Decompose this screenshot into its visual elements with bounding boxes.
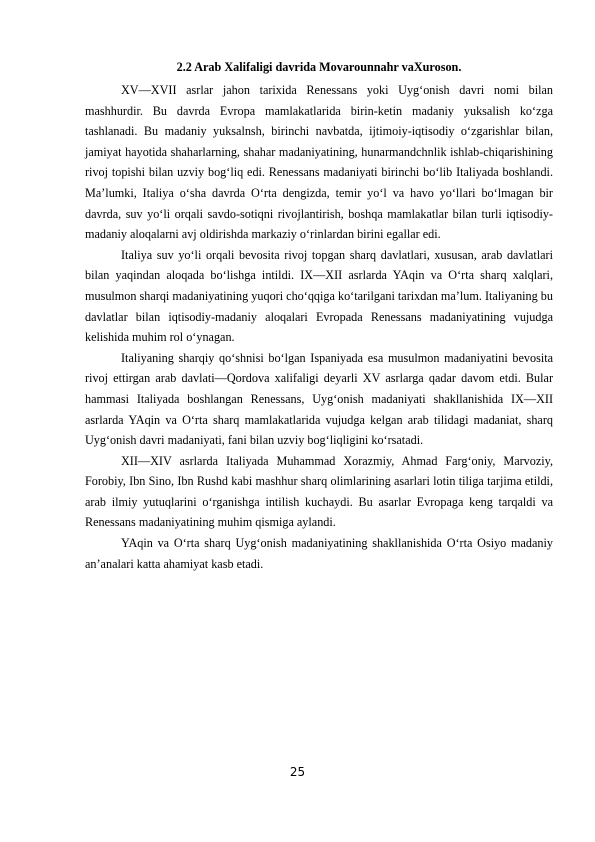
paragraph-1: XV—XVII asrlar jahon tarixida Renessans yoki Uyg‘onish davri nomi bilan mashhurdir. Bu davrda Evropa mamlakatlarida birin-ketin madaniy yuksalish ko‘zga tashlanadi. Bu madaniy yuksalnsh, birinchi navbatda, ijtimoiy-iqtisodiy o‘zgarishlar bilan, jamiyat hayotida shaharlarning, shahar madaniyatining, hunarmandchnlik ishlab-chiqarishining rivoj topishi bilan uzviy bog‘liq edi. Renessans madaniyati birinchi bo‘lib Italiyada boshlandi. Ma’lumki, Italiya o‘sha davrda O‘rta dengizda, temir yo‘l va havo yo‘llari bo‘lmagan bir davrda, suv yo‘li orqali savdo-sotiqni rivojlantirish, boshqa mamlakatlar bilan turli iqtisodiy-madaniy aloqalarni avj oldirishda markaziy o‘rinlardan birini egallar edi. bbox=[85, 83, 553, 242]
section-heading: 2.2 Arab Xalifaligi davrida Movarounnahr vaXuroson. bbox=[176, 60, 462, 74]
page-number: 25 bbox=[289, 765, 306, 779]
paragraph-3: Italiyaning sharqiy qo‘shnisi bo‘lgan Ispaniyada esa musulmon madaniyatini bevosita rivoj ettirgan arab davlati—Qordova xalifaligi deyarli XV asrlarga qadar davom etdi. Bular hammasi Italiyada boshlangan Renessans, Uyg‘onish madaniyati shakllanishida IX—XII asrlarda YAqin va O‘rta sharq mamlakatlarida vujudga kelgan arab tilidagi madaniat, sharq Uyg‘onish davri madaniyati, fani bilan uzviy bog‘liqligini ko‘rsatadi. bbox=[85, 350, 553, 448]
body-text bbox=[85, 80, 553, 574]
paragraph-5: YAqin va O‘rta sharq Uyg‘onish madaniyatining shakllanishida O‘rta Osiyo madaniy an’analari katta ahamiyat kasb etadi. bbox=[85, 536, 553, 571]
paragraph-2: Italiya suv yo‘li orqali bevosita rivoj topgan sharq davlatlari, xususan, arab davlatlari bilan yaqindan aloqada bo‘lishga intildi. IX—XII asrlarda YAqin va O‘rta sharq xalqlari, musulmon sharqi madaniyatining yuqori cho‘qqiga ko‘tarilgani tarixdan ma’lum. Italiyaning bu davlatlar bilan iqtisodiy-madaniy aloqalari Evropada Renessans madaniyatining vujudga kelishida muhim rol o‘ynagan. bbox=[85, 247, 553, 345]
paragraph-4: XII—XIV asrlarda Italiyada Muhammad Xorazmiy, Ahmad Farg‘oniy, Marvoziy, Forobiy, Ibn Sino, Ibn Rushd kabi mashhur sharq olimlarining asarlari lotin tiliga tarjima etildi, arab ilmiy yutuqlarini o‘rganishga intilish kuchaydi. Bu asarlar Evropaga keng tarqaldi va Renessans madaniyatining muhim qismiga aylandi. bbox=[85, 453, 553, 530]
